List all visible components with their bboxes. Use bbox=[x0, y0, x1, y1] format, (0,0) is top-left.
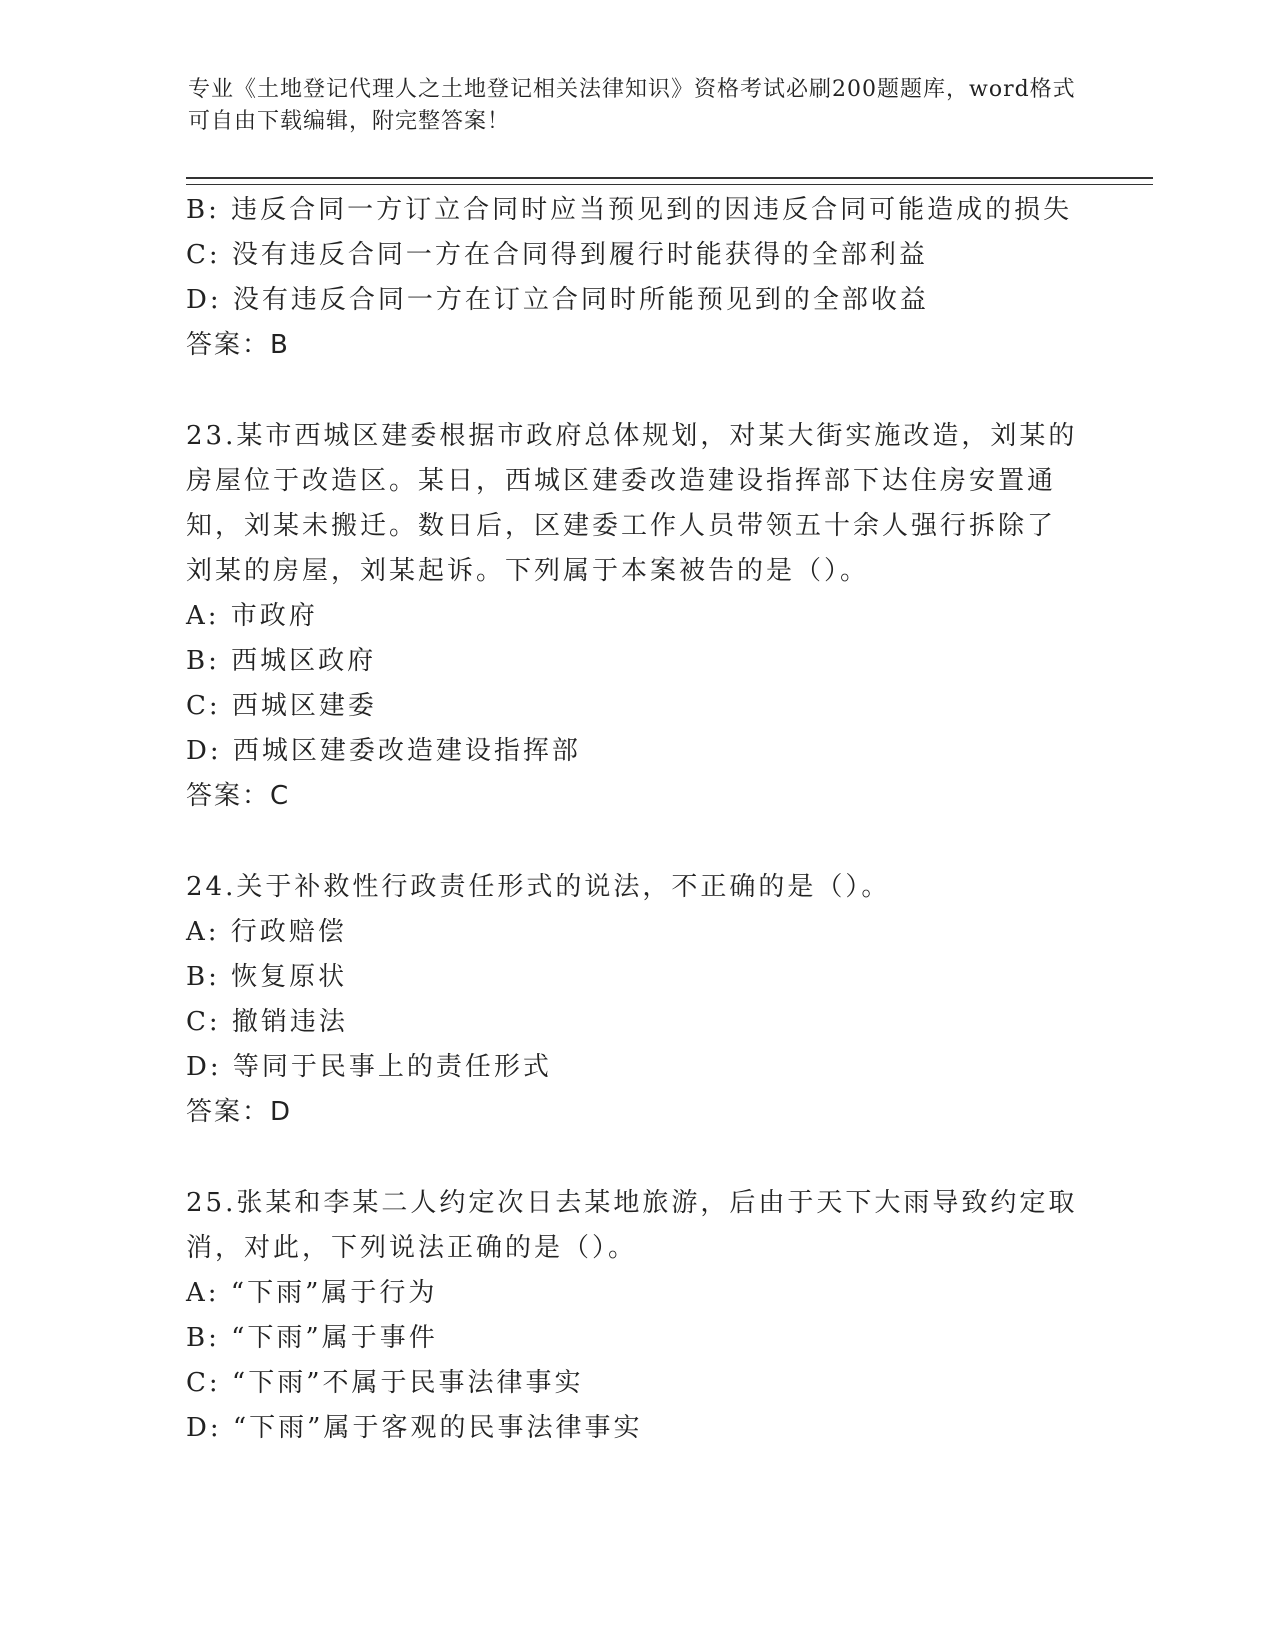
option-b: B: “下雨”属于事件 bbox=[186, 1323, 438, 1353]
option-d: D: 西城区建委改造建设指挥部 bbox=[186, 736, 581, 766]
question-block-25 bbox=[186, 1181, 1146, 1451]
option-a: A: “下雨”属于行为 bbox=[186, 1278, 438, 1308]
option-b: B: 西城区政府 bbox=[186, 646, 377, 676]
question-content bbox=[186, 188, 1146, 1451]
question-stem-line: 消，对此，下列说法正确的是（）。 bbox=[186, 1233, 638, 1263]
option-c: C: 撤销违法 bbox=[186, 1007, 348, 1037]
answer-label: 答案：D bbox=[186, 1097, 293, 1127]
question-stem-line: 刘某的房屋，刘某起诉。下列属于本案被告的是（）。 bbox=[186, 556, 870, 586]
spacer bbox=[186, 819, 1146, 865]
question-stem-line: 25.张某和李某二人约定次日去某地旅游，后由于天下大雨导致约定取 bbox=[186, 1188, 1078, 1218]
option-a: A: 行政赔偿 bbox=[186, 917, 347, 947]
question-stem-line: 房屋位于改造区。某日，西城区建委改造建设指挥部下达住房安置通 bbox=[186, 466, 1057, 496]
question-block-prev bbox=[186, 188, 1146, 368]
spacer bbox=[186, 368, 1146, 414]
document-header: 专业《土地登记代理人之土地登记相关法律知识》资格考试必刷200题题库，word格式可自由下载编辑，附完整答案！ bbox=[188, 77, 1076, 134]
option-d: D: “下雨”属于客观的民事法律事实 bbox=[186, 1413, 643, 1443]
option-c: C: 没有违反合同一方在合同得到履行时能获得的全部利益 bbox=[186, 240, 928, 270]
question-stem-line: 知，刘某未搬迁。数日后，区建委工作人员带领五十余人强行拆除了 bbox=[186, 511, 1057, 541]
option-b: B: 违反合同一方订立合同时应当预见到的因违反合同可能造成的损失 bbox=[186, 195, 1073, 225]
answer-label: 答案：B bbox=[186, 330, 290, 360]
question-block-24 bbox=[186, 865, 1146, 1135]
option-d: D: 没有违反合同一方在订立合同时所能预见到的全部收益 bbox=[186, 285, 929, 315]
spacer bbox=[186, 1135, 1146, 1181]
question-stem-line: 24.关于补救性行政责任形式的说法，不正确的是（）。 bbox=[186, 872, 891, 902]
option-c: C: “下雨”不属于民事法律事实 bbox=[186, 1368, 584, 1398]
option-c: C: 西城区建委 bbox=[186, 691, 377, 721]
option-b: B: 恢复原状 bbox=[186, 962, 348, 992]
question-block-23 bbox=[186, 414, 1146, 819]
question-stem-line: 23.某市西城区建委根据市政府总体规划，对某大街实施改造，刘某的 bbox=[186, 421, 1078, 451]
answer-label: 答案：C bbox=[186, 781, 291, 811]
option-a: A: 市政府 bbox=[186, 601, 318, 631]
header-divider bbox=[186, 177, 1153, 185]
option-d: D: 等同于民事上的责任形式 bbox=[186, 1052, 552, 1082]
